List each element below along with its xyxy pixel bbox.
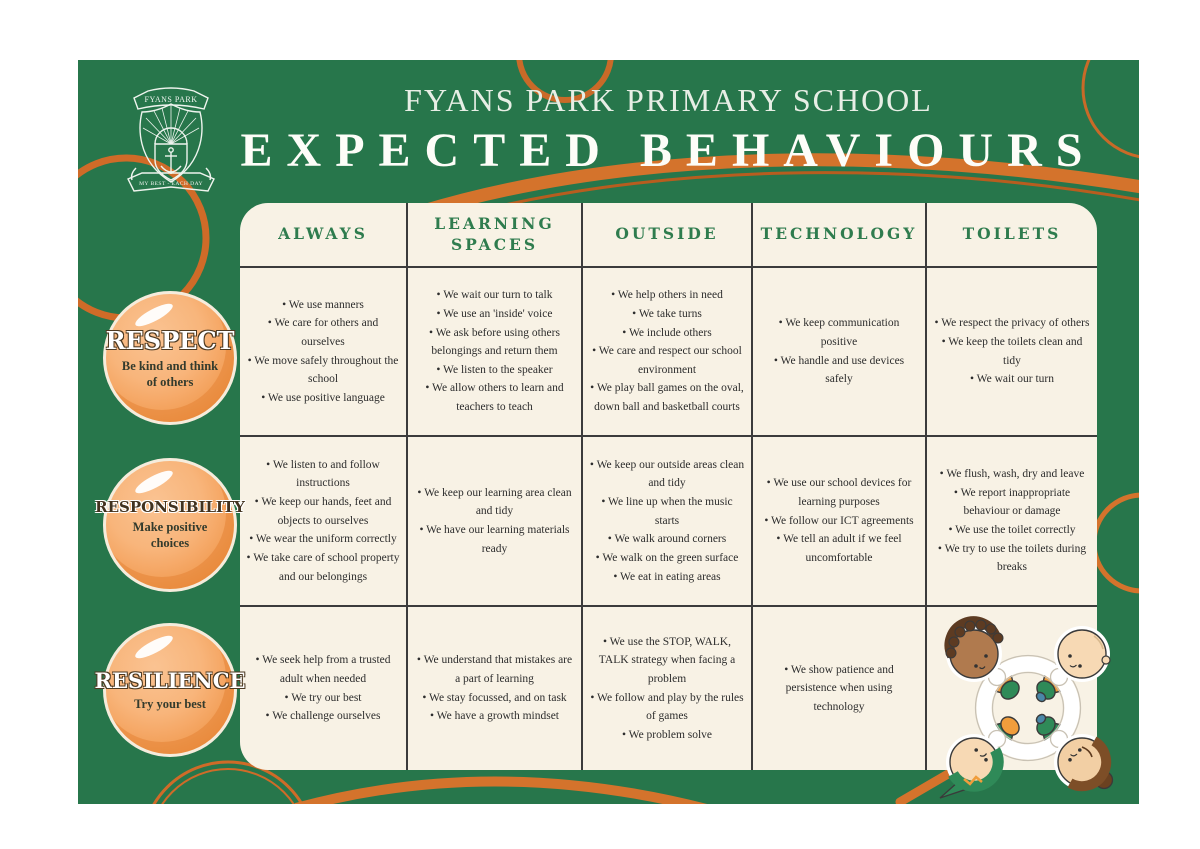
expected-behaviours-poster (78, 60, 1139, 804)
behaviour-item: • We walk around corners (607, 533, 727, 546)
behaviour-item: • We care and respect our school environment (592, 345, 742, 376)
behaviour-item: • We walk on the green surface (595, 551, 739, 564)
poster-title: EXPECTED BEHAVIOURS (240, 124, 1097, 177)
behaviour-item: • We try to use the toilets during breaks (937, 542, 1087, 574)
behaviour-item: • We use positive language (261, 391, 385, 404)
crest-banner-bottom: MY BEST - EACH DAY (139, 181, 203, 187)
cell-resilience-always (240, 607, 408, 770)
behaviour-item: • We handle and use devices safely (773, 354, 905, 386)
cell-responsibility-learning-spaces (408, 437, 583, 607)
behaviour-item: • We line up when the music starts (601, 496, 733, 527)
behaviour-item: • We keep communication positive (778, 317, 900, 348)
behaviour-item: • We flush, wash, dry and leave (939, 468, 1085, 481)
school-crest-logo (116, 82, 226, 202)
value-bubble-responsibility (95, 458, 245, 592)
behaviour-item: • We have a growth mindset (429, 710, 560, 723)
behaviour-item: • We follow our ICT agreements (764, 514, 914, 527)
behaviour-item: • We challenge ourselves (265, 710, 381, 723)
cell-respect-technology (753, 268, 927, 437)
cell-resilience-technology (753, 607, 927, 770)
behaviour-item: • We tell an adult if we feel uncomfortable (776, 533, 902, 564)
behaviour-item: • We eat in eating areas (613, 570, 721, 583)
value-label: RESPONSIBILITY (95, 498, 245, 517)
value-bubble-respect (103, 291, 237, 425)
behaviour-item: • We include others (622, 326, 712, 339)
column-header-always: ALWAYS (240, 203, 408, 268)
behaviour-item: • We take care of school property and our belongings (246, 551, 400, 583)
cell-respect-learning-spaces (408, 268, 583, 437)
cell-resilience-learning-spaces (408, 607, 583, 770)
behaviour-item: • We use our school devices for learning purposes (766, 477, 912, 509)
cell-responsibility-toilets (927, 437, 1097, 607)
behaviour-item: • We have our learning materials ready (419, 524, 570, 555)
behaviour-item: • We use the STOP, WALK, TALK strategy when facing a problem (598, 635, 736, 685)
behaviour-item: • We wear the uniform correctly (249, 533, 397, 546)
behaviour-item: • We show patience and persistence when using technology (784, 663, 894, 713)
behaviour-item: • We keep our hands, feet and objects to ourselves (254, 496, 392, 527)
cell-respect-outside (583, 268, 753, 437)
behaviour-item: • We seek help from a trusted adult when needed (255, 654, 391, 685)
behaviour-item: • We wait our turn to talk (436, 289, 553, 302)
cell-responsibility-technology (753, 437, 927, 607)
crest-banner-top: FYANS PARK (144, 95, 198, 104)
value-bubble-resilience (94, 623, 246, 757)
behaviour-item: • We take turns (632, 307, 702, 320)
cell-respect-toilets (927, 268, 1097, 437)
behaviour-item: • We use an 'inside' voice (436, 307, 553, 320)
column-header-outside: OUTSIDE (583, 203, 753, 268)
behaviour-item: • We listen to and follow instructions (266, 458, 380, 490)
behaviour-item: • We follow and play by the rules of games (590, 691, 744, 723)
behaviour-item: • We stay focussed, and on task (422, 691, 567, 704)
column-header-toilets: TOILETS (927, 203, 1097, 268)
behaviour-item: • We play ball games on the oval, down ball and basketball courts (590, 382, 744, 414)
value-motto: Be kind and think of others (121, 358, 219, 389)
value-label: RESPECT (105, 325, 235, 355)
cell-respect-always (240, 268, 408, 437)
behaviour-item: • We allow others to learn and teachers to teach (425, 382, 564, 414)
behaviour-item: • We try our best (284, 691, 362, 704)
kids-holding-hands-illustration (924, 612, 1136, 804)
poster-header (240, 82, 1097, 178)
value-motto: Try your best (134, 696, 206, 711)
cell-resilience-outside (583, 607, 753, 770)
behaviour-item: • We keep our outside areas clean and tidy (589, 458, 745, 490)
column-header-learning-spaces: LEARNING SPACES (408, 203, 583, 268)
cell-responsibility-always (240, 437, 408, 607)
behaviour-item: • We keep the toilets clean and tidy (941, 335, 1083, 367)
behaviour-item: • We care for others and ourselves (267, 317, 379, 348)
behaviour-item: • We wait our turn (969, 373, 1054, 386)
behaviour-item: • We keep our learning area clean and tidy (417, 486, 572, 518)
school-name: FYANS PARK PRIMARY SCHOOL (404, 82, 933, 118)
column-header-technology: TECHNOLOGY (753, 203, 927, 268)
value-motto: Make positive choices (132, 520, 208, 550)
behaviour-item: • We ask before using others belongings and return them (429, 326, 560, 358)
behaviour-item: • We understand that mistakes are a part of learning (416, 654, 573, 685)
behaviour-item: • We listen to the speaker (436, 363, 553, 376)
behaviour-item: • We help others in need (611, 289, 723, 302)
behaviour-item: • We report inappropriate behaviour or damage (953, 486, 1071, 518)
behaviour-item: • We use manners (282, 298, 364, 311)
value-label: RESILIENCE (94, 667, 246, 693)
behaviour-item: • We move safely throughout the school (247, 354, 399, 386)
behaviour-item: • We respect the privacy of others (934, 317, 1090, 330)
behaviour-item: • We problem solve (621, 728, 713, 741)
cell-responsibility-outside (583, 437, 753, 607)
behaviour-item: • We use the toilet correctly (948, 524, 1076, 536)
